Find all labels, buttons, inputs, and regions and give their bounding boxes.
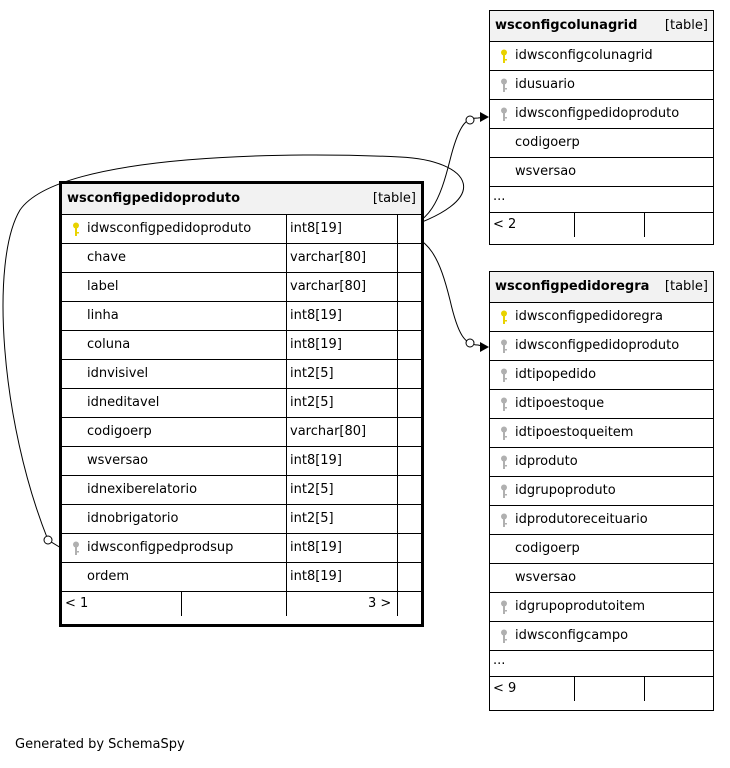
more-columns-indicator: ...: [490, 187, 713, 213]
column-type: int8[19]: [290, 308, 342, 323]
foreign-key-icon: [72, 541, 80, 556]
edge-regra-origin: [466, 339, 474, 347]
column-name: label: [87, 279, 119, 294]
column-row[interactable]: [490, 448, 713, 477]
column-row[interactable]: [490, 332, 713, 361]
column-type: int8[19]: [290, 221, 342, 236]
column-name: wsversao: [515, 570, 577, 585]
column-row[interactable]: [62, 418, 421, 447]
column-row[interactable]: [62, 215, 421, 244]
column-type: int8[19]: [290, 569, 342, 584]
column-row[interactable]: [490, 42, 713, 71]
column-type: int8[19]: [290, 540, 342, 555]
more-columns-indicator: ...: [490, 651, 713, 677]
column-list: [490, 42, 713, 187]
column-name: idwsconfigpedidoproduto: [87, 221, 252, 236]
table-footer: [490, 213, 713, 237]
table-wsconfigpedidoproduto[interactable]: [59, 181, 424, 627]
foreign-key-icon: [500, 513, 508, 528]
column-name: idgrupoproduto: [515, 483, 616, 498]
column-name: idprodutoreceituario: [515, 512, 648, 527]
column-row[interactable]: [490, 564, 713, 593]
column-name: idwsconfigpedidoproduto: [515, 106, 680, 121]
edge-colunagrid-arrow: [480, 112, 489, 122]
foreign-key-icon: [500, 484, 508, 499]
column-name: idnobrigatorio: [87, 511, 179, 526]
column-name: chave: [87, 250, 127, 265]
column-name: idgrupoprodutoitem: [515, 599, 646, 614]
column-name: idtipopedido: [515, 367, 597, 382]
column-row[interactable]: [62, 331, 421, 360]
footer-left: < 1: [65, 596, 89, 611]
generated-by-label: Generated by SchemaSpy: [15, 737, 185, 752]
column-type: int2[5]: [290, 511, 334, 526]
foreign-key-icon: [500, 368, 508, 383]
column-name: idtipoestoque: [515, 396, 605, 411]
column-name: idwsconfigpedidoregra: [515, 309, 663, 324]
column-row[interactable]: [490, 535, 713, 564]
table-header: [490, 11, 713, 42]
column-type: int8[19]: [290, 337, 342, 352]
foreign-key-icon: [500, 78, 508, 93]
foreign-key-icon: [500, 455, 508, 470]
column-row[interactable]: [62, 505, 421, 534]
column-name: codigoerp: [87, 424, 152, 439]
edge-regra-arrow: [480, 342, 489, 352]
column-name: coluna: [87, 337, 131, 352]
column-list: [62, 215, 421, 592]
table-name: wsconfigpedidoproduto: [67, 191, 241, 206]
column-row[interactable]: [62, 563, 421, 592]
table-footer: [62, 592, 421, 616]
column-row[interactable]: [490, 158, 713, 187]
table-footer: [490, 677, 713, 701]
table-type-label: [table]: [372, 191, 416, 206]
column-row[interactable]: [490, 303, 713, 332]
column-name: idusuario: [515, 77, 575, 92]
column-name: idneditavel: [87, 395, 160, 410]
column-row[interactable]: [62, 476, 421, 505]
footer-left: < 9: [493, 681, 517, 696]
column-type: int2[5]: [290, 482, 334, 497]
column-name: idwsconfigcolunagrid: [515, 48, 653, 63]
foreign-key-icon: [500, 600, 508, 615]
column-name: wsversao: [515, 164, 577, 179]
column-row[interactable]: [62, 389, 421, 418]
column-row[interactable]: [62, 360, 421, 389]
column-row[interactable]: [490, 71, 713, 100]
column-name: idwsconfigcampo: [515, 628, 629, 643]
column-row[interactable]: [490, 390, 713, 419]
table-name: wsconfigcolunagrid: [495, 18, 638, 33]
primary-key-icon: [500, 310, 508, 325]
column-type: int2[5]: [290, 395, 334, 410]
column-row[interactable]: [62, 302, 421, 331]
column-name: codigoerp: [515, 135, 580, 150]
column-row[interactable]: [490, 593, 713, 622]
column-row[interactable]: [62, 273, 421, 302]
column-list: [490, 303, 713, 651]
foreign-key-icon: [500, 426, 508, 441]
column-name: linha: [87, 308, 119, 323]
footer-right: 3 >: [368, 596, 392, 611]
foreign-key-icon: [500, 397, 508, 412]
table-wsconfigcolunagrid[interactable]: [489, 10, 714, 245]
foreign-key-icon: [500, 339, 508, 354]
column-name: wsversao: [87, 453, 149, 468]
column-row[interactable]: [490, 622, 713, 651]
column-row[interactable]: [62, 447, 421, 476]
column-name: idnexiberelatorio: [87, 482, 198, 497]
column-type: varchar[80]: [290, 279, 367, 294]
table-header: [62, 184, 421, 215]
column-name: ordem: [87, 569, 129, 584]
column-name: idproduto: [515, 454, 578, 469]
column-type: int2[5]: [290, 366, 334, 381]
table-name: wsconfigpedidoregra: [495, 279, 650, 294]
column-type: varchar[80]: [290, 424, 367, 439]
foreign-key-icon: [500, 629, 508, 644]
column-row[interactable]: [490, 361, 713, 390]
table-type-label: [table]: [664, 18, 708, 33]
column-name: idwsconfigpedprodsup: [87, 540, 234, 555]
column-row[interactable]: [490, 129, 713, 158]
column-row[interactable]: [490, 477, 713, 506]
column-row[interactable]: [62, 534, 421, 563]
footer-left: < 2: [493, 217, 517, 232]
column-type: varchar[80]: [290, 250, 367, 265]
column-name: idwsconfigpedidoproduto: [515, 338, 680, 353]
primary-key-icon: [500, 49, 508, 64]
column-name: codigoerp: [515, 541, 580, 556]
column-row[interactable]: [490, 506, 713, 535]
foreign-key-icon: [500, 107, 508, 122]
table-wsconfigpedidoregra[interactable]: [489, 271, 714, 711]
primary-key-icon: [72, 222, 80, 237]
column-row[interactable]: [490, 100, 713, 129]
edge-self-reference-origin: [44, 536, 52, 544]
column-name: idnvisivel: [87, 366, 149, 381]
column-type: int8[19]: [290, 453, 342, 468]
table-type-label: [table]: [664, 279, 708, 294]
table-header: [490, 272, 713, 303]
column-name: idtipoestoqueitem: [515, 425, 634, 440]
column-row[interactable]: [62, 244, 421, 273]
column-row[interactable]: [490, 419, 713, 448]
edge-colunagrid-origin: [466, 116, 474, 124]
